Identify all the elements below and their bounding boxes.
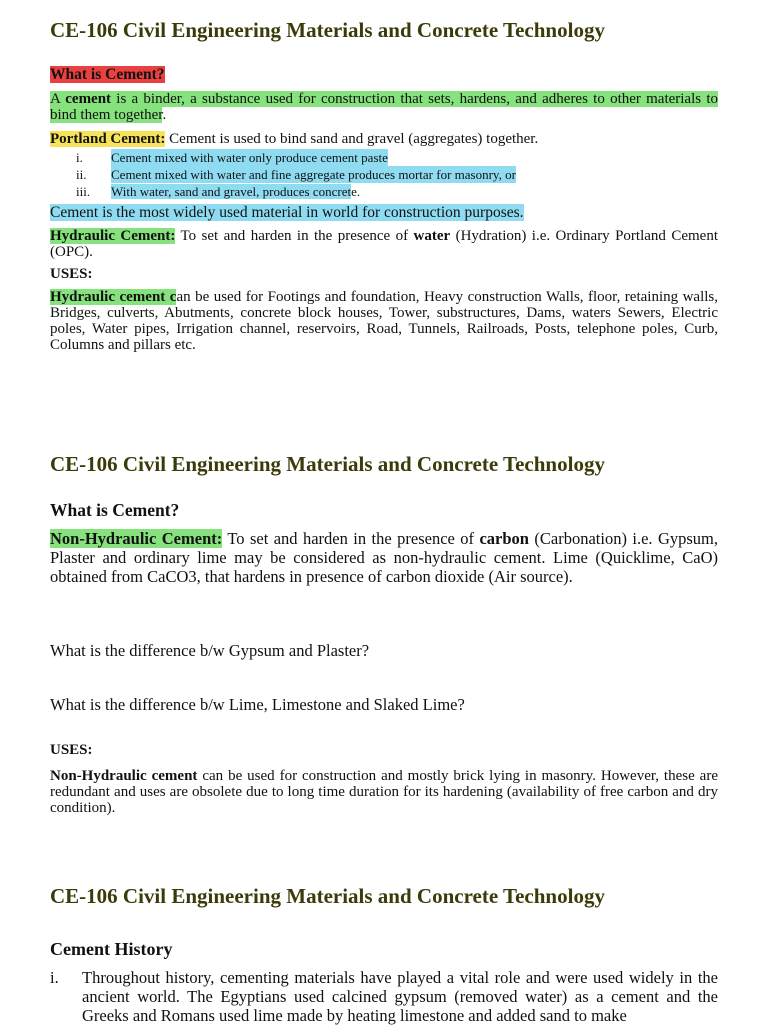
question-lime: What is the difference b/w Lime, Limestone and Slaked Lime? [50,695,465,714]
cement-definition: A cement is a binder, a substance used for construction that sets, hardens, and adheres to other materials to bind them together. [50,91,718,123]
section2-title: CE-106 Civil Engineering Materials and Concrete Technology [50,452,605,476]
hydraulic-cement-label: Hydraulic Cement: [50,228,176,244]
cement-term: cement [65,91,112,107]
section2-question: What is Cement? [50,500,180,520]
cement-history-heading: Cement History [50,939,173,959]
list-item: ii. Cement mixed with water and fine aggregate produces mortar for masonry, or [76,167,516,182]
list-item: i. Cement mixed with water only produce cement paste [76,150,388,165]
cement-mix-list [76,149,736,200]
portland-cement-label: Portland Cement: [50,131,166,147]
section1-title: CE-106 Civil Engineering Materials and Concrete Technology [50,18,605,42]
non-hydraulic-uses-paragraph: Non-Hydraulic cement can be used for construction and mostly brick lying in masonry. However, these are redundant and uses are obsolete due to long time duration for its hardening (availability of free carbon and dry condition). [50,768,718,816]
what-is-cement-heading: What is Cement? [50,66,165,83]
portland-cement-paragraph: Portland Cement: Cement is used to bind sand and gravel (aggregates) together. [50,131,539,147]
document-page: CE-106 Civil Engineering Materials and Concrete Technology What is Cement? A cement is a binder, a substance used for construction that sets, hardens, and adheres to other materials to bind them together. Portland Cement: Cement is used to bind sand and gravel (aggregates) together. i. Cement mixed with water only produce cement paste ii. Cement mixed with water and fine aggregate produces mortar for masonry, or iii. With water, sand and gravel, produces concrete. Cement is the most widely used material in world for construction purposes. Hydraulic Cement: To set and harden in the presence of water (Hydration) i.e. Ordinary Portland Cement (OPC). USES: Hydraulic cement can be used for Footings and foundation, Heavy construction Walls, floor, retaining walls, Bridges, culverts, Abutments, concrete block houses, Tower, substructures, Dams, waters Sewers, Electric poles, Water pipes, Irrigation channel, reservoirs, Road, Tunnels, Railroads, Posts, telephone poles, Curb, Columns and pillars etc. CE-106 Civil Engineering Materials and Concrete Technology What is Cement? Non-Hydraulic Cement: To set and harden in the presence of carbon (Carbonation) i.e. Gypsum, Plaster and ordinary lime may be considered as non-hydraulic cement. Lime (Quicklime, CaO) obtained from CaCO3, that hardens in presence of carbon dioxide (Air source). What is the difference b/w Gypsum and Plaster? What is the difference b/w Lime, Limestone and Slaked Lime? USES: Non-Hydraulic cement can be used for construction and mostly brick lying in masonry. However, these are redundant and uses are obsolete due to long time duration for its hardening (availability of free carbon and dry condition). CE-106 Civil Engineering Materials and Concrete Technology Cement History i. Throughout history, cementing materials have played a vital role and were used widely in the ancient world. The Egyptians used calcined gypsum (removed water) as a cement and the Greeks and Romans used lime made by heating limestone and added sand to make [0,0,768,1024]
widely-used-statement: Cement is the most widely used material in world for construction purposes. [50,204,524,221]
question-gypsum-plaster: What is the difference b/w Gypsum and Plaster? [50,641,370,660]
list-item: iii. With water, sand and gravel, produces concrete. [76,184,361,199]
section1-question [50,66,718,84]
non-hydraulic-label: Non-Hydraulic Cement: [50,529,223,548]
uses-heading: USES: [50,266,93,282]
section3-title: CE-106 Civil Engineering Materials and Concrete Technology [50,884,605,908]
uses-heading-2: USES: [50,742,93,758]
hydraulic-uses-paragraph: Hydraulic cement can be used for Footings and foundation, Heavy construction Walls, floor, retaining walls, Bridges, culverts, Abutments, concrete block houses, Tower, substructures, Dams, waters Sewers, Electric poles, Water pipes, Irrigation channel, reservoirs, Road, Tunnels, Railroads, Posts, telephone poles, Curb, Columns and pillars etc. [50,289,719,353]
hydraulic-cement-paragraph: Hydraulic Cement: To set and harden in the presence of water (Hydration) i.e. Ordinary Portland Cement (OPC). [50,228,718,260]
non-hydraulic-paragraph: Non-Hydraulic Cement: To set and harden in the presence of carbon (Carbonation) i.e. Gypsum, Plaster and ordinary lime may be considered as non-hydraulic cement. Lime (Quicklime, CaO) obtained from CaCO3, that hardens in presence of carbon dioxide (Air source). [50,529,718,586]
